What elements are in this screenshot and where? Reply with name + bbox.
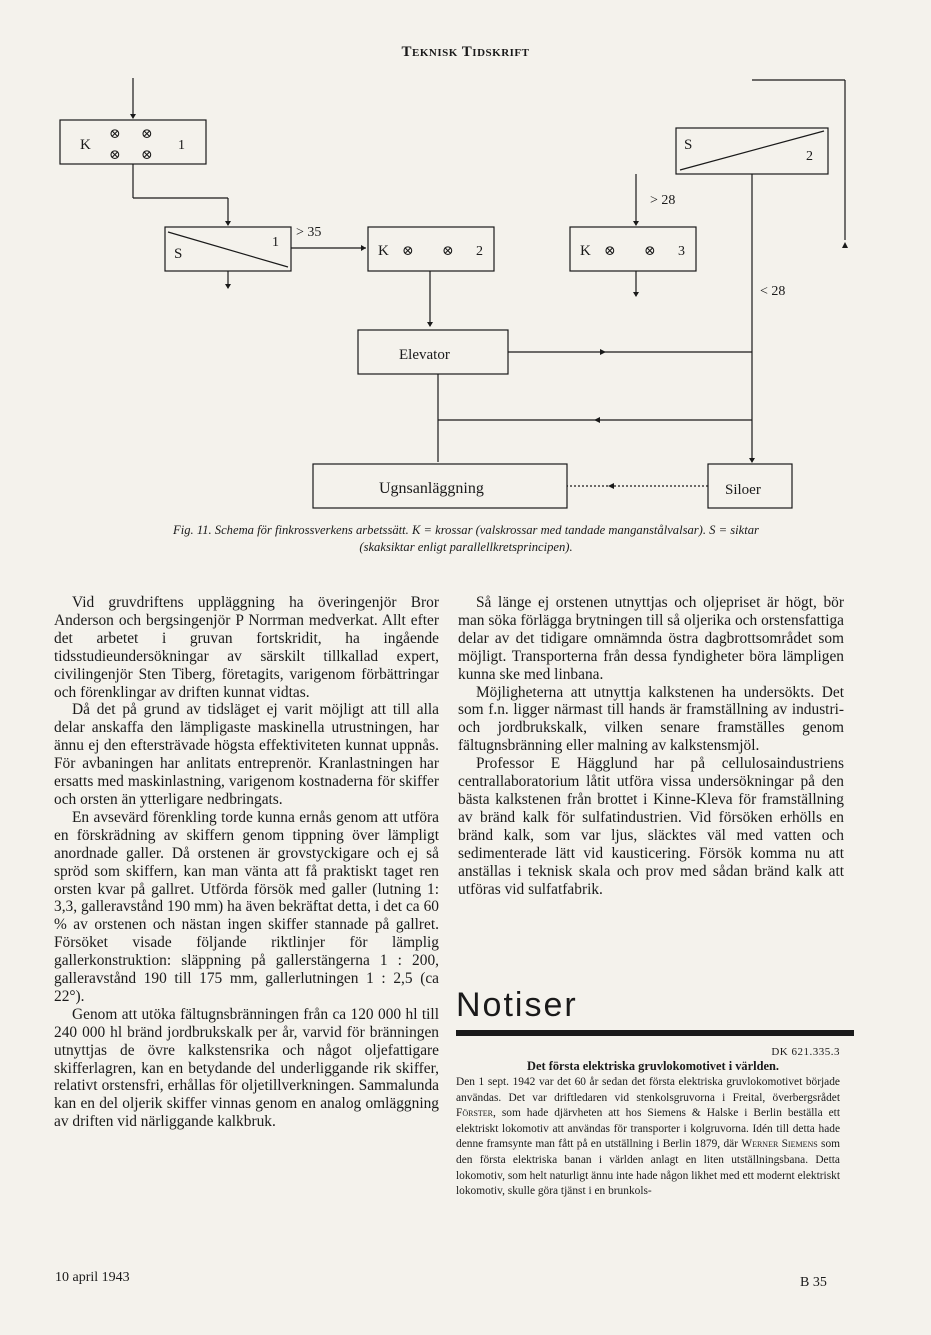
process-diagram [0,70,931,520]
crusher-symbol: ⊗ [644,244,656,259]
paragraph: Möjligheterna att utnyttja kalkstenen ha undersökts. Det som f.n. ligger närmast till hands är framställning av industri- och jordbrukskalk, vilken senare framställes genom fältugnsbränning eller malning av kalkstensmjöl. [458,683,844,755]
s1-label: S [174,246,183,262]
k3-num: 3 [678,244,685,259]
crusher-symbol: ⊗ [604,244,616,259]
ugn-label: Ugnsanläggning [379,480,484,497]
elevator-label: Elevator [399,347,450,363]
dk-code: DK 621.335.3 [771,1046,840,1058]
crusher-symbol: ⊗ [109,127,121,142]
figure-caption [56,522,876,556]
right-column [458,594,844,898]
caption-fig: Fig. 11. [173,523,212,537]
paragraph: Då det på grund av tidsläget ej varit möjligt att till alla delar anskaffa den lämpligaste maskinella utrustningen, har ännu ej den eftersträvade högsta effektiviteten kunnat uppnås. För avbaningen har anlitats entreprenör. Kranlastningen har ersatts med maskinlastning, varigenom kostnaderna för skiffer och orsten än ytterligare nedbringats. [54,701,439,808]
paragraph: En avsevärd förenkling torde kunna ernås genom att utföra en förskrädning av skiffern genom tippning över lämpligt anordnade galler. Då orstenen är grovstyckigare och ej så spröd som skiffern, kan man vänta att få praktiskt taget ren orsten kvar på gallret. Utförda försök med galler (lutning 1: 3,3, galleravstånd 190 mm) ha även bekräftat detta, i det ca 60 % av orstenen och nästan ingen skiffer stannade på gallret. Försöket visade följande riktlinjer för lämplig gallerkonstruktion: släppning på gallerstängerna 1 : 200, galleravstånd 190 till 175 mm, gallerlutningen 1 : 2,5 (ca 22°). [54,808,439,1005]
crusher-symbol: ⊗ [109,148,121,163]
crusher-symbol: ⊗ [141,148,153,163]
crusher-symbol: ⊗ [141,127,153,142]
journal-header: Teknisk Tidskrift [401,44,530,60]
siloer-label: Siloer [725,482,761,498]
paragraph: Professor E Hägglund har på cellulosaindustriens centrallaboratorium låtit utföra vissa undersökningar på den bästa kalkstenen från brottet i Kinne-Kleva för framställning av bränd kalk för sulfatindustrien. Vid försöken erhölls en bränd kalk, som var ljus, släcktes väl med vatten och sedimenterade lätt vid kausticering. Försök komma nu att anställas i teknisk skala och prov med sådan bränd kalk att utföras vid sulfatfabrik. [458,755,844,898]
page-number: B 35 [800,1275,827,1290]
crusher-symbol: ⊗ [402,244,414,259]
notiser-heading: Notiser [456,986,578,1024]
k2-label: K [378,243,389,259]
k3-label: K [580,243,591,259]
divider [456,1030,854,1036]
notis-title: Det första elektriska gruvlokomotivet i världen. [527,1059,779,1073]
gt28-label: > 28 [650,193,676,208]
left-column [54,594,439,1131]
lt28-label: < 28 [760,284,786,299]
k2-num: 2 [476,244,483,259]
k1-num: 1 [178,138,185,153]
person-name: Werner Siemens [741,1138,818,1151]
gt35-label: > 35 [296,225,322,240]
crusher-symbol: ⊗ [442,244,454,259]
paragraph: Så länge ej orstenen utnyttjas och oljepriset är högt, bör man söka förlägga brytningen till så oljerika och orstensfattiga delar av det tidigare omnämnda östra dagbrottsområdet som möjligt. Transporterna från dessa fyndigheter böra lämpligen kunna ske med linbana. [458,594,844,683]
s2-label: S [684,137,693,153]
footer-date: 10 april 1943 [55,1270,130,1285]
s2-num: 2 [806,149,813,164]
person-name: Förster [456,1107,494,1120]
notis-body: Den 1 sept. 1942 var det 60 år sedan det första elektriska gruvlokomotivet började användas. Det var driftledaren vid stenkolsgruvorna i Freital, överbergsrådet Förster, som hade djärvheten att hos Siemens & Halske i Berlin beställa ett elektriskt lokomotiv att användas för transporter i kolgruvorna. Idén till detta hade denne framsynte man fått på en utställning i Berlin 1879, där Werner Siemens som den första elektriska banan i världen anlagt en liten utställningsbana. Detta lokomotiv, som helt naturligt ännu inte hade någon likhet med ett modernt elektriskt lokomotiv, skulle göra tjänst i en brunkols- [456,1076,841,1198]
paragraph: Genom att utöka fältugnsbränningen från ca 120 000 hl till 240 000 hl bränd jordbrukskalk per år, varvid för bränningen utnyttjas de övre kalkstensrika och något oljefattigare skifferlagren, kan en betydande del underliggande rik skiffer, relativt orstensfri, erhållas för oljetillverkningen. Sammalunda kan en del oljerik skiffer vinnas genom en analog omläggning av driften vid närliggande kalkbruk. [54,1005,439,1131]
caption-line2: (skaksiktar enligt parallellkretsprincipen). [359,540,573,554]
caption-line1: Schema för finkrossverkens arbetssätt. K = krossar (valskrossar med tandade manganstålvalsar). S = siktar [214,523,759,537]
paragraph: Vid gruvdriftens uppläggning ha överingenjör Bror Anderson och bergsingenjör P Norrman medverkat. Allt efter det arbetet i gruvan fortskridit, ha ingående tidsstudieundersökningar av särskilt tillkallad expert, civilingenjör Sten Tiberg, företagits, varigenom förbättringar och förenklingar av driften kunnat vidtas. [54,594,439,701]
s1-num: 1 [272,235,279,250]
k1-label: K [80,137,91,153]
